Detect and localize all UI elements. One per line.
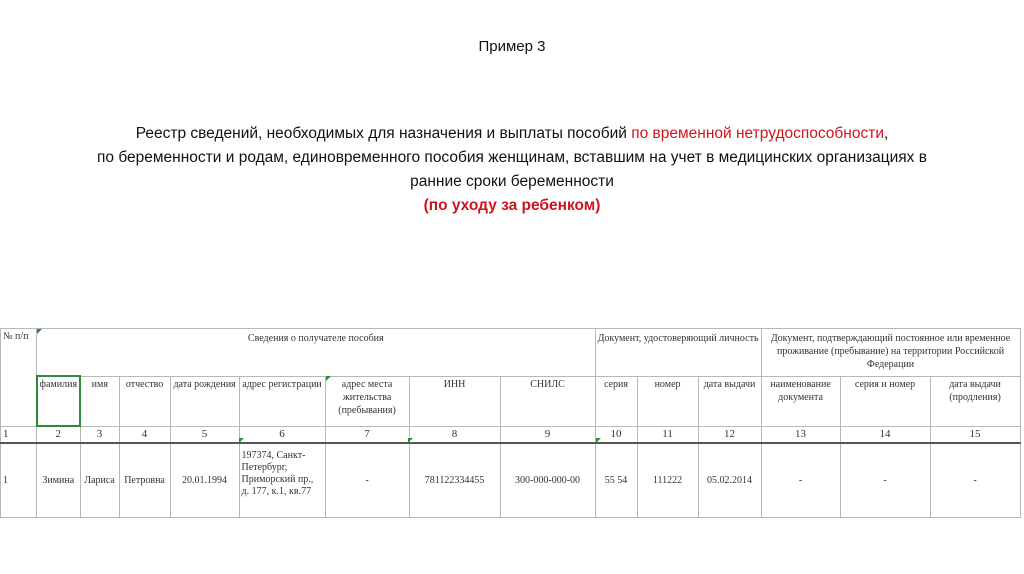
comment-marker-icon xyxy=(37,329,42,334)
header-registration-address[interactable]: адрес регистрации xyxy=(239,376,325,426)
heading-subtitle: (по уходу за ребенком) xyxy=(423,197,601,214)
comment-marker-icon xyxy=(408,438,413,443)
comment-marker-icon xyxy=(326,376,331,381)
example-title: Пример 3 xyxy=(478,38,546,55)
header-series-and-number[interactable]: серия и номер xyxy=(840,376,930,426)
cell-inn[interactable]: 781122334455 xyxy=(409,443,500,518)
column-number[interactable]: 12 xyxy=(698,426,761,443)
header-birth-date[interactable]: дата рождения xyxy=(170,376,239,426)
header-group-identity-document: Документ, удостоверяющий личность xyxy=(595,329,761,377)
header-document-name[interactable]: наименование документа xyxy=(761,376,840,426)
header-row-number: № п/п xyxy=(1,329,37,427)
column-number[interactable]: 6 xyxy=(239,426,325,443)
heading-line-3: ранние сроки беременности xyxy=(410,173,614,190)
cell-row-number[interactable]: 1 xyxy=(1,443,37,518)
column-number[interactable]: 11 xyxy=(637,426,698,443)
column-number[interactable]: 15 xyxy=(930,426,1020,443)
heading-line-1 xyxy=(20,122,1004,146)
cell-issue-date-extension[interactable]: - xyxy=(930,443,1020,518)
header-issue-date[interactable]: дата выдачи xyxy=(698,376,761,426)
column-number[interactable]: 4 xyxy=(119,426,170,443)
header-group-residence-document: Документ, подтверждающий постоянное или временное проживание (пребывание) на территории Российской Федерации xyxy=(761,329,1020,377)
cell-residence-address[interactable]: - xyxy=(325,443,409,518)
column-number[interactable]: 2 xyxy=(37,426,81,443)
registry-table xyxy=(0,328,1021,518)
header-inn[interactable]: ИНН xyxy=(409,376,500,426)
header-group-recipient: Сведения о получателе пособия xyxy=(37,329,596,377)
registry-heading xyxy=(20,122,1004,218)
cell-number[interactable]: 111222 xyxy=(637,443,698,518)
cell-surname[interactable]: Зимина xyxy=(37,443,81,518)
column-number[interactable]: 8 xyxy=(409,426,500,443)
table-row xyxy=(1,443,1021,518)
header-name[interactable]: имя xyxy=(80,376,119,426)
comment-marker-icon xyxy=(596,438,601,443)
cell-registration-address[interactable]: 197374, Санкт-Петербург, Приморский пр., д. 177, к.1, кв.77 xyxy=(239,443,325,518)
column-number[interactable]: 5 xyxy=(170,426,239,443)
header-series[interactable]: серия xyxy=(595,376,637,426)
header-residence-address[interactable]: адрес места жительства (пребывания) xyxy=(325,376,409,426)
cell-birth-date[interactable]: 20.01.1994 xyxy=(170,443,239,518)
header-issue-date-extension[interactable]: дата выдачи (продления) xyxy=(930,376,1020,426)
column-number[interactable]: 13 xyxy=(761,426,840,443)
comment-marker-icon xyxy=(239,438,244,443)
heading-line-2: по беременности и родам, единовременного пособия женщинам, вставшим на учет в медицинских организациях в xyxy=(97,149,927,166)
column-number[interactable]: 7 xyxy=(325,426,409,443)
header-snils[interactable]: СНИЛС xyxy=(500,376,595,426)
heading-line-1-text: Реестр сведений, необходимых для назначения и выплаты пособий xyxy=(135,125,632,142)
column-number[interactable]: 9 xyxy=(500,426,595,443)
cell-snils[interactable]: 300-000-000-00 xyxy=(500,443,595,518)
header-number[interactable]: номер xyxy=(637,376,698,426)
cell-series[interactable]: 55 54 xyxy=(595,443,637,518)
cell-document-name[interactable]: - xyxy=(761,443,840,518)
cell-patronymic[interactable]: Петровна xyxy=(119,443,170,518)
cell-issue-date[interactable]: 05.02.2014 xyxy=(698,443,761,518)
column-number[interactable]: 3 xyxy=(80,426,119,443)
column-number[interactable]: 10 xyxy=(595,426,637,443)
column-number[interactable]: 14 xyxy=(840,426,930,443)
header-surname[interactable]: фамилия xyxy=(37,376,81,426)
column-number[interactable]: 1 xyxy=(1,426,37,443)
cell-series-and-number[interactable]: - xyxy=(840,443,930,518)
header-patronymic[interactable]: отчество xyxy=(119,376,170,426)
heading-red-phrase: по временной нетрудоспособности xyxy=(631,125,884,142)
cell-name[interactable]: Лариса xyxy=(80,443,119,518)
heading-line-1-end: , xyxy=(883,125,889,142)
